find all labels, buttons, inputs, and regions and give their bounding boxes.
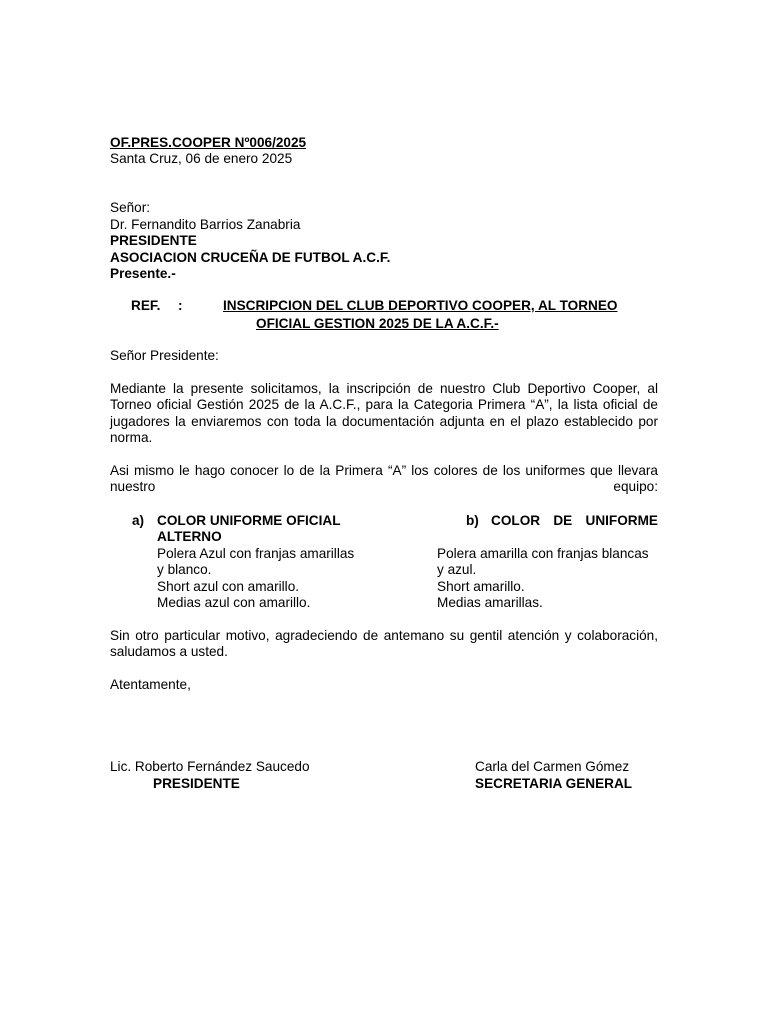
uniform-a-marker: a): [132, 513, 145, 528]
uniform-b-line: y azul.: [437, 562, 477, 578]
uniform-a-details: [157, 546, 354, 612]
addressee-name: Dr. Fernandito Barrios Zanabria: [110, 217, 301, 232]
place-date: Santa Cruz, 06 de enero 2025: [110, 151, 293, 166]
uniform-a-title-line-1: COLOR UNIFORME OFICIAL: [157, 513, 341, 528]
reference-line-2: OFICIAL GESTION 2025 DE LA A.C.F.-: [256, 316, 499, 331]
uniform-b-marker: b): [466, 513, 479, 528]
uniform-a-line: Polera Azul con franjas amarillas: [157, 546, 355, 561]
addressee-position: PRESIDENTE: [110, 233, 197, 248]
letter-greeting: Señor Presidente:: [110, 348, 219, 363]
reference-label: REF.: [131, 298, 161, 313]
signature-left-title: PRESIDENTE: [153, 776, 240, 791]
reference-line-1: INSCRIPCION DEL CLUB DEPORTIVO COOPER, AL TORNEO: [223, 298, 618, 313]
atentamente: Atentamente,: [110, 677, 191, 692]
addressee-salutation: Señor:: [110, 200, 151, 215]
addressee-presente: Presente.-: [110, 266, 176, 281]
paragraph-closing: Sin otro particular motivo, agradeciendo de antemano su gentil atención y colaboración, saludamos a usted.: [110, 628, 658, 660]
reference-colon: :: [178, 298, 183, 313]
uniform-a-line: Short azul con amarillo.: [157, 578, 300, 594]
reference-number: OF.PRES.COOPER Nº006/2025: [110, 135, 307, 150]
paragraph-inscription: Mediante la presente solicitamos, la inscripción de nuestro Club Deportivo Cooper, al Torneo oficial Gestión 2025 de la A.C.F., para la Categoria Primera “A”, la lista oficial de jugadores la enviaremos con toda la documentación adjunta en el plazo establecido por norma.: [110, 381, 658, 446]
addressee-organization: ASOCIACION CRUCEÑA DE FUTBOL A.C.F.: [110, 250, 391, 265]
uniform-b-line: Short amarillo.: [437, 578, 525, 594]
uniform-a-title-line-2: ALTERNO: [157, 529, 222, 544]
uniform-a-line: Medias azul con amarillo.: [157, 595, 311, 611]
uniform-a-line: y blanco.: [157, 562, 212, 578]
signature-right-name: Carla del Carmen Gómez: [475, 759, 630, 774]
uniform-b-line: Medias amarillas.: [437, 595, 543, 611]
uniform-b-details: [437, 546, 649, 612]
uniform-b-title: COLOR DE UNIFORME: [491, 513, 658, 528]
uniform-b-line: Polera amarilla con franjas blancas: [437, 546, 649, 561]
signature-left-name: Lic. Roberto Fernández Saucedo: [110, 759, 310, 774]
paragraph-uniforms-intro: Asi mismo le hago conocer lo de la Primera “A” los colores de los uniformes que llevara nuestro equipo:: [110, 463, 658, 495]
signature-right-title: SECRETARIA GENERAL: [475, 776, 633, 791]
